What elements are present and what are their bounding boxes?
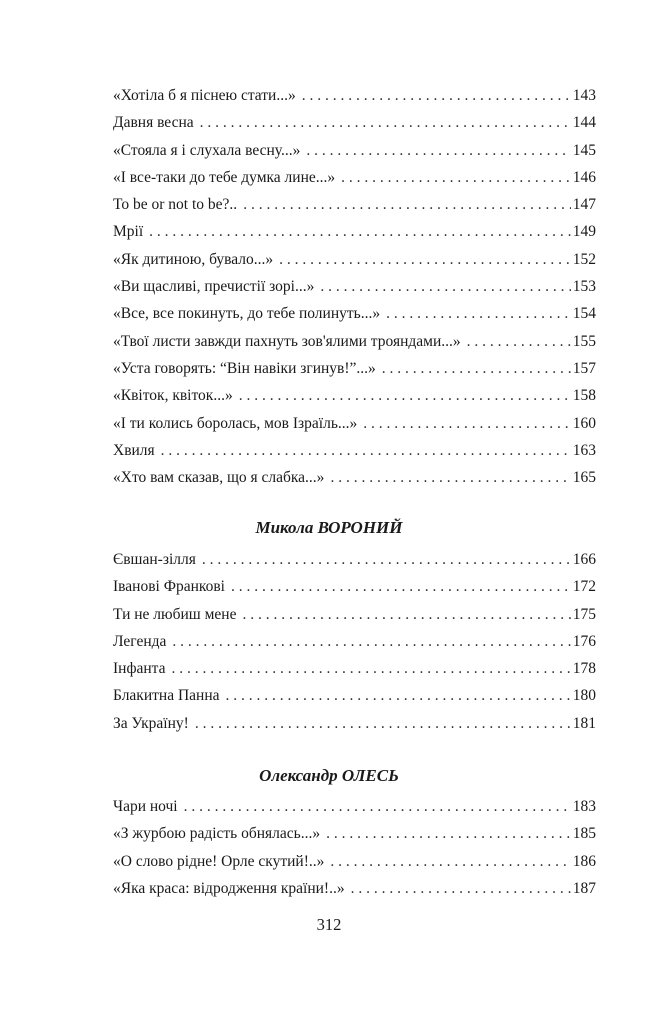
toc-entry-title: «Твої листи завжди пахнуть зов'ялими трояндами...» [113,332,461,350]
toc-section-lesya [113,82,596,491]
toc-entry [113,246,596,273]
toc-entry [113,82,596,109]
toc-entry-page: 186 [572,852,596,870]
dot-leader [195,710,571,737]
dot-leader [467,328,571,355]
toc-entry-page: 187 [572,879,596,897]
toc-entry-title: «Уста говорять: “Він навіки згинув!”...» [113,359,376,377]
dot-leader [200,109,571,136]
page-number: 312 [316,915,342,934]
toc-entry-page: 160 [572,414,596,432]
toc-entry-title: «І все-таки до тебе думка лине...» [113,168,336,186]
toc-entry-title: Мрії [113,223,144,241]
dot-leader [330,848,570,875]
dot-leader [184,793,571,820]
toc-entry [113,164,596,191]
toc-entry [113,710,596,737]
toc-entry-title: Євшан-зілля [113,551,196,568]
toc-entry-title: Іванові Франкові [113,578,225,596]
toc-entry [113,655,596,682]
toc-entry [113,875,596,902]
dot-leader [279,246,571,273]
dot-leader [302,82,571,109]
toc-entry-title: «Ви щасливі, пречистії зорі...» [113,278,315,296]
toc-entry-title: «Хто вам сказав, що я слабка...» [113,469,325,487]
toc-entry-title: To be or not to be?.. [113,196,238,214]
toc-entry-page: 185 [572,825,596,843]
toc-entry-page: 149 [572,223,596,241]
toc-section-voronyi [113,546,596,737]
toc-entry-page: 146 [572,168,596,186]
toc-entry-page: 143 [572,87,596,104]
toc-section-oles [113,793,596,902]
toc-entry [113,546,596,573]
toc-entry-title: «Квіток, квіток...» [113,387,233,405]
toc-entry [113,355,596,382]
toc-entry-title: «Хотіла б я піснею стати...» [113,87,296,104]
toc-entry-title: Давня весна [113,114,194,132]
dot-leader [351,875,571,902]
toc-entry [113,793,596,820]
toc-entry-title: Ти не любиш мене [113,605,237,623]
toc-entry-page: 158 [572,387,596,405]
toc-entry-page: 178 [572,660,596,678]
toc-entry-title: Чари ночі [113,798,178,815]
toc-entry [113,191,596,218]
toc-entry-title: «Все, все покинуть, до тебе полинуть...» [113,305,381,323]
dot-leader [330,464,570,491]
toc-entry-page: 176 [572,632,596,650]
toc-entry [113,328,596,355]
toc-entry-page: 157 [572,359,596,377]
toc-entry-page: 172 [572,578,596,596]
dot-leader [239,382,571,409]
toc-entry-page: 175 [572,605,596,623]
toc-entry-page: 144 [572,114,596,132]
toc-entry-title: Хвиля [113,441,155,459]
toc-entry-title: «О слово рідне! Орле скутий!..» [113,852,325,870]
toc-entry [113,273,596,300]
author-heading-voronyi: Микола ВОРОНИЙ [255,518,403,537]
toc-entry [113,682,596,709]
toc-entry-title: Інфанта [113,660,166,678]
dot-leader [341,164,571,191]
toc-entry-page: 181 [572,714,596,732]
toc-entry-page: 180 [572,687,596,705]
dot-leader [149,218,571,245]
toc-entry [113,848,596,875]
toc-entry-title: Легенда [113,632,167,650]
dot-leader [242,601,570,628]
toc-entry-page: 163 [572,441,596,459]
dot-leader [161,437,571,464]
dot-leader [243,191,571,218]
toc-entry [113,601,596,628]
dot-leader [386,300,571,327]
dot-leader [382,355,571,382]
toc-entry-title: «Стояла я і слухала весну...» [113,141,301,159]
toc-entry-title: «І ти колись боролась, мов Ізраїль...» [113,414,358,432]
toc-entry-title: «Як дитиною, бувало...» [113,250,274,268]
toc-entry-page: 165 [572,469,596,487]
toc-entry-page: 147 [572,196,596,214]
toc-entry-page: 155 [572,332,596,350]
toc-entry-title: За Україну! [113,714,189,732]
dot-leader [326,820,571,847]
toc-entry-page: 183 [572,798,596,815]
toc-entry [113,820,596,847]
toc-entry [113,300,596,327]
toc-entry [113,218,596,245]
toc-entry [113,573,596,600]
toc-entry-page: 145 [572,141,596,159]
dot-leader [172,628,570,655]
toc-entry [113,382,596,409]
dot-leader [172,655,571,682]
toc-entry-page: 154 [572,305,596,323]
toc-entry-page: 152 [572,250,596,268]
toc-entry-page: 153 [572,278,596,296]
dot-leader [202,546,571,573]
toc-entry [113,628,596,655]
toc-entry-title: «З журбою радість обнялась...» [113,825,321,843]
dot-leader [306,137,570,164]
toc-entry [113,410,596,437]
dot-leader [226,682,571,709]
toc-entry-page: 166 [572,551,596,568]
toc-entry-title: «Яка краса: відродження країни!..» [113,879,345,897]
toc-entry [113,437,596,464]
author-heading-oles: Олександр ОЛЕСЬ [259,766,399,785]
dot-leader [363,410,570,437]
dot-leader [320,273,570,300]
dot-leader [231,573,571,600]
toc-entry [113,109,596,136]
toc-entry [113,137,596,164]
toc-entry [113,464,596,491]
toc-entry-title: Блакитна Панна [113,687,220,705]
